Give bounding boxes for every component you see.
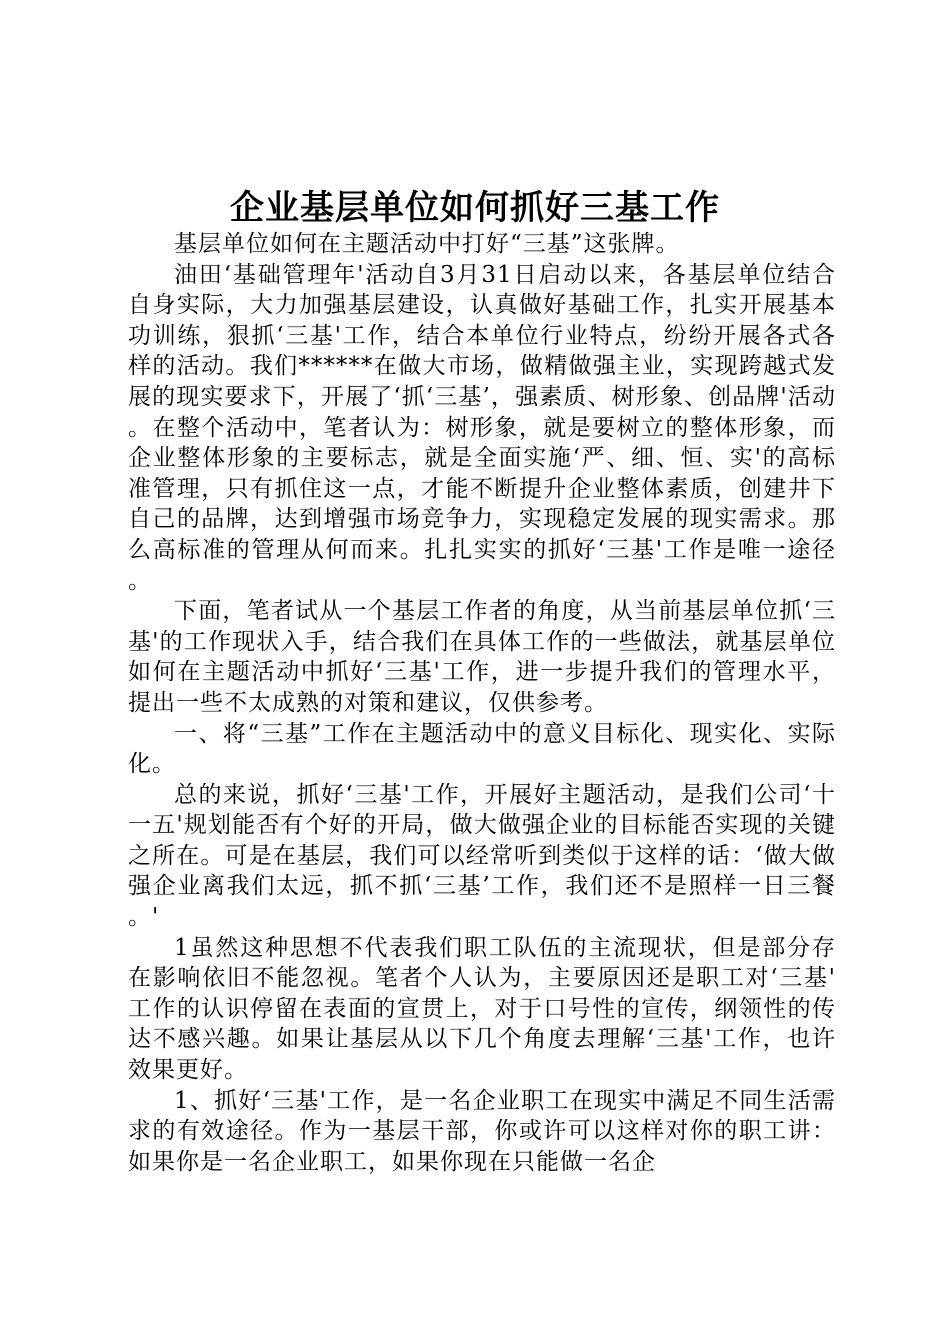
paragraph-background: 油田‘基础管理年'活动自3月31日启动以来，各基层单位结合自身实际，大力加强基层建设，认真做好基础工作，扎实开展基本功训练，狠抓‘三基'工作，结合本单位行业特点，纷纷开展各式各样的活动。我们******在做大市场，做精做强主业，实现跨越式发展的现实要求下，开展了‘抓‘三基’，强素质、树形象、创品牌'活动。在整个活动中，笔者认为：树形象，就是要树立的整体形象，而企业整体形象的主要标志，就是全面实施‘严、细、恒、实'的高标准管理，只有抓住这一点，才能不断提升企业整体素质，创建井下自己的品牌，达到增强市场竞争力，实现稳定发展的现实需求。那么高标准的管理从何而来。扎扎实实的抓好‘三基'工作是唯一途径。 (128, 261, 836, 594)
paragraph-overview: 总的来说，抓好‘三基'工作，开展好主题活动，是我们公司‘十一五'规划能否有个好的开局，做大做强企业的目标能否实现的关键之所在。可是在基层，我们可以经常听到类似于这样的话：‘做大做强企业离我们太远，抓不抓‘三基’工作，我们还不是照样一日三餐。' (128, 781, 836, 931)
paragraph-purpose: 下面，笔者试从一个基层工作者的角度，从当前基层单位抓‘三基'的工作现状入手，结合我们在具体工作的一些做法，就基层单位如何在主题活动中抓好‘三基'工作，进一步提升我们的管理水平，提出一些不太成熟的对策和建议，仅供参考。 (128, 598, 836, 716)
document-body (128, 229, 836, 1177)
paragraph-point-1: 1、抓好‘三基'工作，是一名企业职工在现实中满足不同生活需求的有效途径。作为一基层干部，你或许可以这样对你的职工讲：如果你是一名企业职工，如果你现在只能做一名企 (128, 1087, 836, 1175)
section-heading-1: 一、将“三基”工作在主题活动中的意义目标化、现实化、实际化。 (128, 720, 836, 778)
document-title: 企业基层单位如何抓好三基工作 (230, 188, 720, 228)
paragraph-analysis: 1虽然这种思想不代表我们职工队伍的主流现状，但是部分存在影响依旧不能忽视。笔者个人认为，主要原因还是职工对‘三基'工作的认识停留在表面的宣贯上，对于口号性的宣传，纲领性的传达不感兴趣。如果让基层从以下几个角度去理解‘三基'工作，也许效果更好。 (128, 934, 836, 1084)
paragraph-intro: 基层单位如何在主题活动中打好“三基”这张牌。 (174, 231, 680, 257)
